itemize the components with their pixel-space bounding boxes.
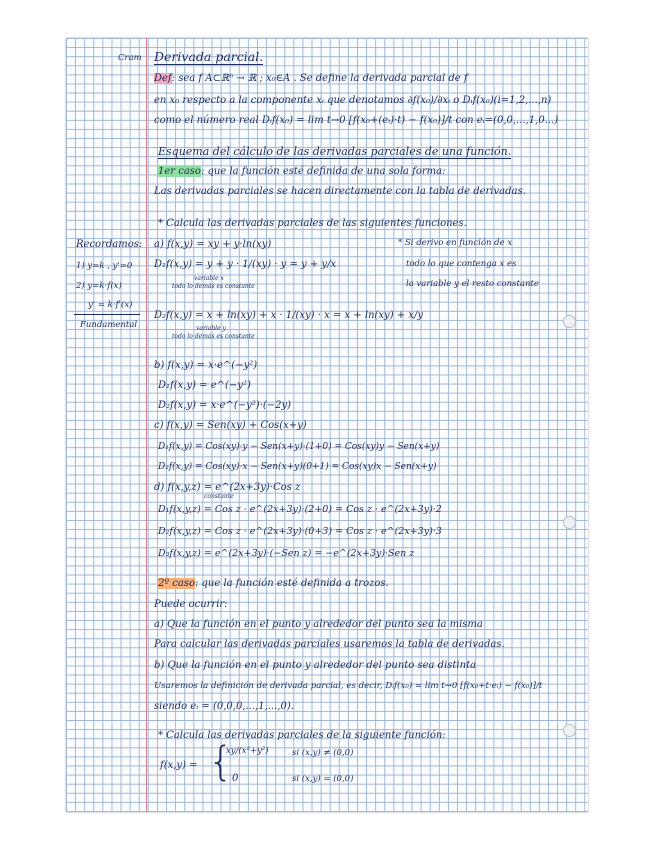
page-title: Derivada parcial. bbox=[154, 49, 264, 64]
a-derivative-2-note-2: todo lo demás es constante bbox=[172, 333, 255, 340]
d-derivative-2: D₂f(x,y,z) = Cos z · e^(2x+3y)·(0+3) = Cos z · e^(2x+3y)·3 bbox=[158, 526, 442, 537]
sidebar-fundamental: Fundamental bbox=[80, 320, 138, 330]
case1-line-2: Las derivadas parciales se hacen directamente con la tabla de derivadas. bbox=[154, 186, 526, 197]
binder-hole bbox=[563, 315, 576, 328]
c-derivative-2: D₂f(x,y) = Cos(xy)·x − Sen(x+y)(0+1) = Cos(xy)x − Sen(x+y) bbox=[158, 462, 437, 472]
a-derivative-1: D₁f(x,y) = y + y · 1/(xy) · y = y + y/x bbox=[154, 259, 337, 270]
sidebar-rule-3: y' = k·f'(x) bbox=[88, 300, 133, 310]
c-function: c) f(x,y) = Sen(xy) + Cos(x+y) bbox=[154, 420, 307, 431]
binder-hole bbox=[563, 724, 576, 737]
piecewise-brace: { bbox=[208, 739, 234, 785]
sidebar-rule-1: 1) y=k , y'=0 bbox=[76, 261, 133, 271]
note-line-2: todo lo que contenga x es bbox=[406, 259, 517, 269]
sidebar-rule-2: 2) y=k·f(x) bbox=[76, 281, 122, 291]
binder-hole bbox=[563, 516, 576, 529]
definition-line-1: Def: sea f A⊂ℝⁿ → ℝ ; x₀∈A . Se define la derivada parcial de f bbox=[154, 73, 468, 84]
exercise1-a-function: a) f(x,y) = xy + y·ln(xy) bbox=[154, 239, 272, 250]
case1-line-1: 1er caso: que la función esté definida de una sola forma: bbox=[158, 166, 446, 177]
case1-tag: 1er caso bbox=[158, 166, 201, 177]
sidebar-rule-line bbox=[74, 314, 140, 315]
b-function: b) f(x,y) = x·e^(−y²) bbox=[154, 360, 258, 371]
b-derivative-2: D₂f(x,y) = x·e^(−y²)·(−2y) bbox=[158, 400, 292, 411]
a-derivative-2-note-1: variable y bbox=[196, 325, 226, 332]
notebook-page bbox=[66, 38, 588, 812]
piece-1: xy/(x²+y²) bbox=[226, 746, 269, 756]
case2-b-line-3: siendo eᵢ = (0,0,0,...,1,...,0). bbox=[154, 701, 294, 712]
definition-line-3: como el número real Dᵢf(x₀) = lim t→0 [f(x₀+(eᵢ)·t) − f(x₀)]/t con eᵢ=(0,0,...,1,0...) bbox=[154, 115, 559, 126]
case2-b-line-1: b) Que la función en el punto y alrededor del punto sea distinta bbox=[154, 660, 477, 671]
note-line-3: la variable y el resto constante bbox=[406, 279, 539, 289]
definition-tag: Def bbox=[154, 73, 172, 84]
a-derivative-2: D₂f(x,y) = x + ln(xy) + x · 1/(xy) · x = x + ln(xy) + x/y bbox=[154, 310, 423, 321]
case2-a-line-1: a) Que la función en el punto y alrededor del punto sea la misma bbox=[154, 619, 483, 630]
d-derivative-1-note: constante bbox=[204, 493, 234, 500]
scheme-title: Esquema del cálculo de las derivadas parciales de una función. bbox=[158, 145, 512, 158]
exercise1-intro: * Calcula las derivadas parciales de las siguientes funciones. bbox=[158, 218, 467, 229]
note-line-1: * Si derivo en función de x bbox=[398, 238, 513, 248]
exercise2-intro: * Calcula las derivadas parciales de la siguiente función: bbox=[158, 730, 446, 741]
margin-line bbox=[146, 38, 147, 812]
definition-line-2: en x₀ respecto a la componente xᵢ que denotamos ∂f(x₀)/∂xᵢ o Dᵢf(x₀)(i=1,2,...,n) bbox=[154, 95, 552, 106]
case2-tag: 2º caso bbox=[158, 578, 195, 589]
a-derivative-1-note-1: variable x bbox=[194, 275, 224, 282]
d-derivative-1: D₁f(x,y,z) = Cos z · e^(2x+3y)·(2+0) = Cos z · e^(2x+3y)·2 bbox=[158, 504, 442, 515]
b-derivative-1: D₁f(x,y) = e^(−y²) bbox=[158, 380, 251, 391]
c-derivative-1: D₁f(x,y) = Cos(xy)·y − Sen(x+y)·(1+0) = Cos(xy)y − Sen(x+y) bbox=[158, 442, 440, 452]
piece-2-condition: si (x,y) = (0,0) bbox=[292, 774, 354, 784]
a-derivative-1-note-2: todo lo demás es constante bbox=[172, 283, 255, 290]
piece-1-condition: si (x,y) ≠ (0,0) bbox=[292, 748, 354, 758]
exercise2-function: f(x,y) = bbox=[160, 760, 198, 771]
header-date: Cram bbox=[118, 53, 142, 63]
d-function: d) f(x,y,z) = e^(2x+3y)·Cos z bbox=[154, 482, 301, 493]
piece-2: 0 bbox=[232, 773, 239, 784]
sidebar-recordamos: Recordamos: bbox=[76, 239, 143, 250]
case2-can-happen: Puede ocurrir: bbox=[154, 599, 228, 610]
case2-a-line-2: Para calcular las derivadas parciales usaremos la tabla de derivadas. bbox=[154, 639, 505, 650]
case2-b-line-2: Usaremos la definición de derivada parcial, es decir, Dᵢf(x₀) = lim t→0 [f(x₀+t·eᵢ) − f(x₀)]/t bbox=[154, 681, 543, 691]
case2-line-1: 2º caso: que la función esté definida a trozos. bbox=[158, 578, 389, 589]
d-derivative-3: D₃f(x,y,z) = e^(2x+3y)·(−Sen z) = −e^(2x+3y)·Sen z bbox=[158, 548, 415, 559]
